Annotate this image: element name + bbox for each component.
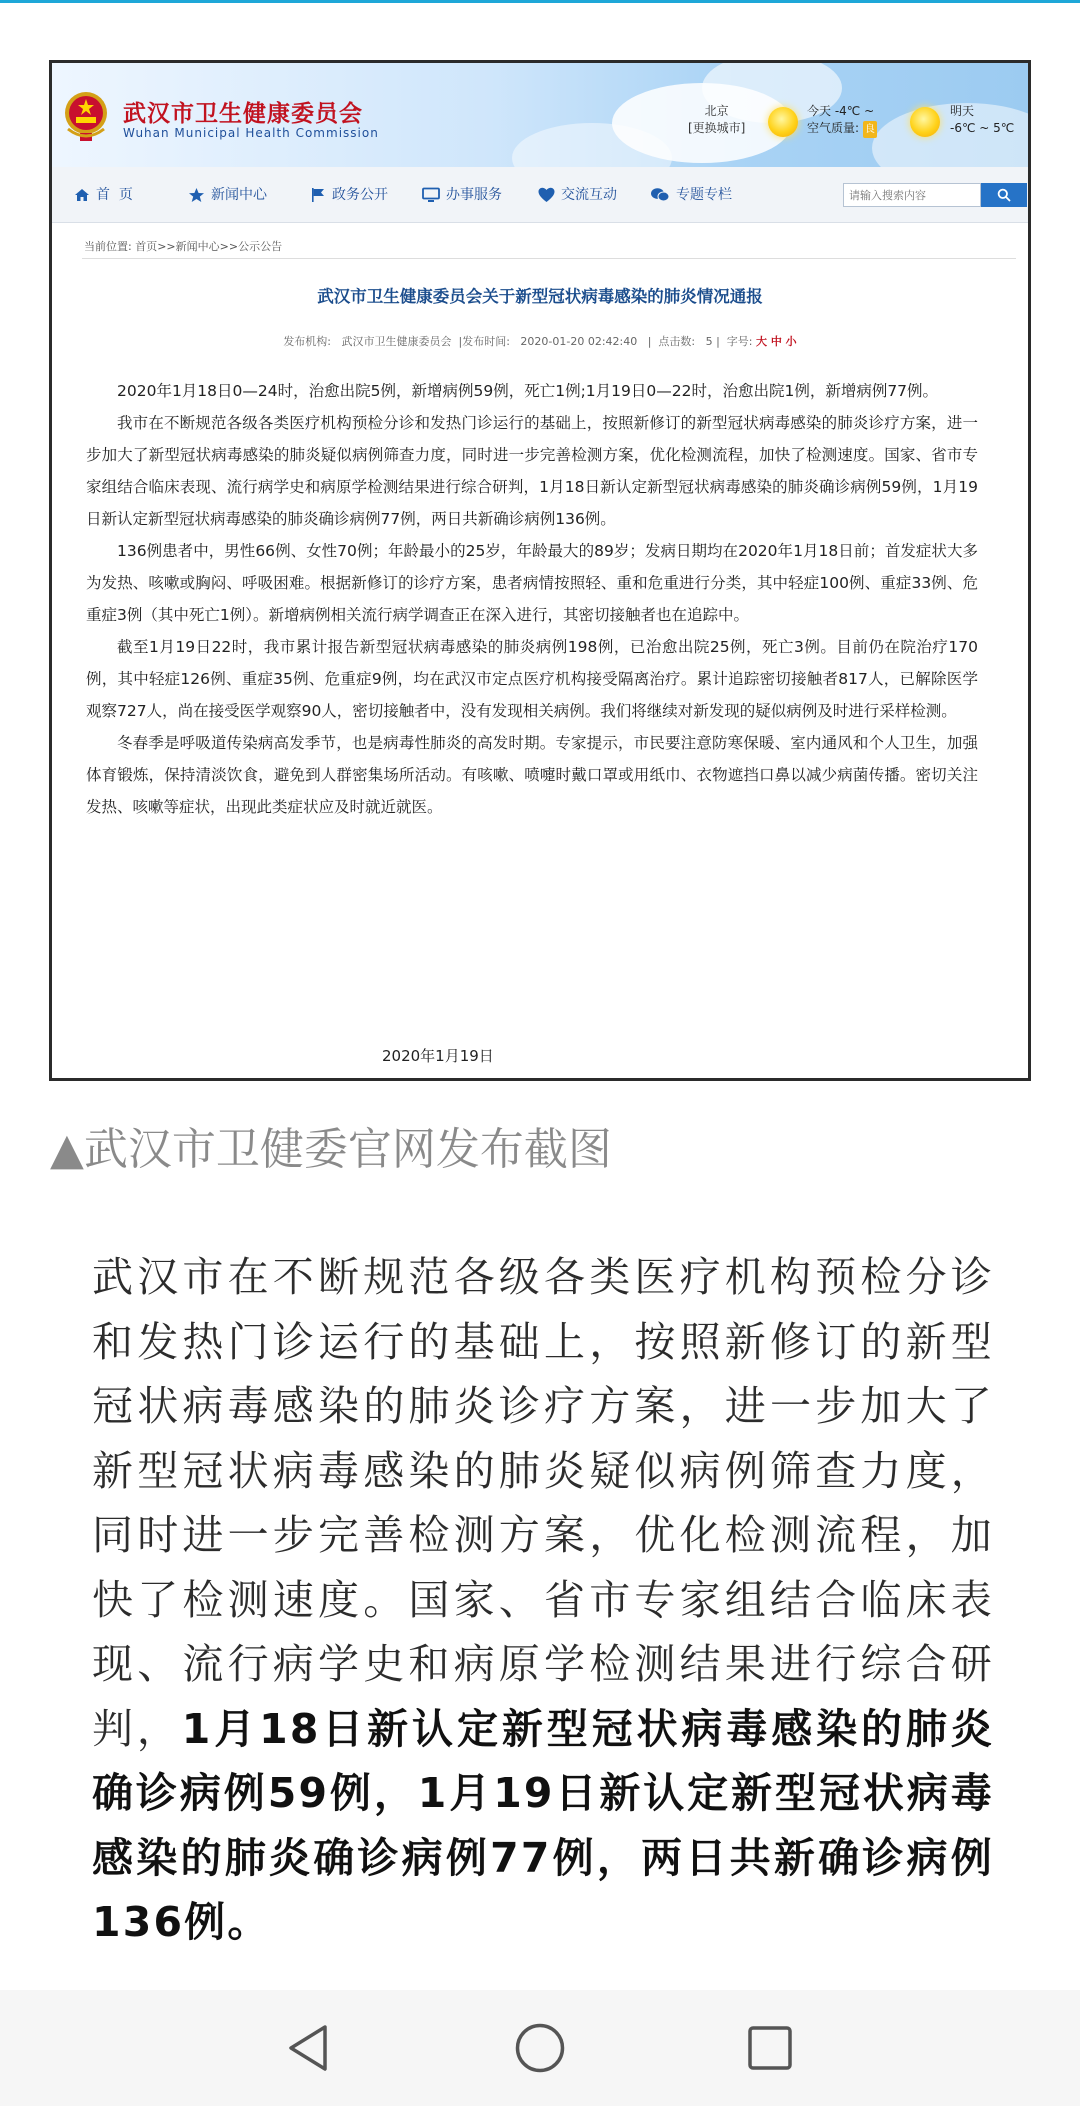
site-name-cn: 武汉市卫生健康委员会 — [123, 101, 363, 127]
site-name-en: Wuhan Municipal Health Commission — [123, 126, 379, 140]
nav-label: 交流互动 — [561, 187, 617, 203]
air-quality-badge: 良 — [863, 121, 877, 138]
nav-item-news[interactable] — [188, 167, 267, 223]
news-paragraph — [92, 1245, 994, 1955]
image-caption: ▲武汉市卫健委官网发布截图 — [50, 1124, 612, 1175]
nav-label: 政务公开 — [332, 187, 388, 203]
site-banner — [52, 63, 1028, 167]
nav-label: 新闻中心 — [211, 187, 267, 203]
home-icon — [74, 187, 90, 203]
article-paragraph: 2020年1月18日0—24时，治愈出院5例，新增病例59例，死亡1例;1月19日0—22时，治愈出院1例，新增病例77例。 — [117, 382, 939, 400]
monitor-icon — [422, 187, 440, 203]
website-screenshot — [49, 60, 1031, 1081]
flag-icon — [310, 187, 326, 203]
font-size-switcher[interactable]: 大 中 小 — [756, 335, 797, 348]
article-paragraph: 我市在不断规范各级各类医疗机构预检分诊和发热门诊运行的基础上，按照新修订的新型冠状病毒感染的肺炎诊疗方案，进一步加大了新型冠状病毒感染的肺炎疑似病例筛查力度，同时进一步完善检测方案，优化检测流程，加快了检测速度。国家、省市专家组结合临床表现、流行病学史和病原学检测结果进行综合研判，1月18日新认定新型冠状病毒感染的肺炎确诊病例59例，1月19日新认定新型冠状病毒感染的肺炎确诊病例77例，两日共新确诊病例136例。 — [86, 414, 978, 528]
today-temp: 今天 -4℃ ~ — [807, 104, 875, 118]
home-button[interactable] — [512, 2020, 568, 2076]
search-button[interactable] — [981, 183, 1027, 207]
recents-square-icon — [746, 2024, 794, 2072]
air-quality — [807, 120, 877, 138]
article-paragraph: 截至1月19日22时，我市累计报告新型冠状病毒感染的肺炎病例198例，已治愈出院25例，死亡3例。目前仍在院治疗170例，其中轻症126例、重症35例、危重症9例，均在武汉市定点医疗机构接受隔离治疗。累计追踪密切接触者817人，已解除医学观察727人，尚在接受医学观察90人，密切接触者中，没有发现相关病例。我们将继续对新发现的疑似病例及时进行采样检测。 — [86, 638, 978, 720]
meta-text: 发布机构: 武汉市卫生健康委员会 |发布时间: 2020-01-20 02:42:40 | 点击数: 5 | 字号: — [283, 335, 753, 348]
chat-icon — [650, 187, 670, 203]
heart-icon — [538, 187, 555, 203]
paragraph-text: 武汉市在不断规范各级各类医疗机构预检分诊和发热门诊运行的基础上，按照新修订的新型冠状病毒感染的肺炎诊疗方案，进一步加大了新型冠状病毒感染的肺炎疑似病例筛查力度，同时进一步完善检测方案，优化检测流程，加快了检测速度。国家、省市专家组结合临床表现、流行病学史和病原学检测结果进行综合研判， — [92, 1253, 994, 1753]
system-nav-bar — [0, 1990, 1080, 2106]
search-icon — [997, 188, 1011, 202]
site-search — [843, 183, 1027, 207]
back-triangle-icon — [285, 2023, 331, 2073]
nav-label: 办事服务 — [446, 187, 502, 203]
paragraph-bold-text: 1月18日新认定新型冠状病毒感染的肺炎确诊病例59例，1月19日新认定新型冠状病毒感染的肺炎确诊病例77例，两日共新确诊病例136例。 — [92, 1704, 994, 1946]
change-city-link[interactable]: [更换城市] — [688, 121, 746, 135]
article-title: 武汉市卫生健康委员会关于新型冠状病毒感染的肺炎情况通报 — [317, 287, 763, 306]
national-emblem-icon — [62, 89, 110, 143]
nav-item-services[interactable] — [422, 167, 502, 223]
nav-item-gov-affairs[interactable] — [310, 167, 388, 223]
weather-today — [807, 103, 877, 138]
nav-item-interaction[interactable] — [538, 167, 617, 223]
article-paragraph: 冬春季是呼吸道传染病高发季节，也是病毒性肺炎的高发时期。专家提示，市民要注意防寒保暖、室内通风和个人卫生，加强体育锻炼，保持清淡饮食，避免到人群密集场所活动。有咳嗽、喷嚏时戴口罩或用纸巾、衣物遮挡口鼻以减少病菌传播。密切关注发热、咳嗽等症状，出现此类症状应及时就近就医。 — [86, 734, 978, 816]
weather-city — [688, 103, 745, 137]
nav-item-topics[interactable] — [650, 167, 732, 223]
tomorrow-range: -6℃ ~ 5℃ — [950, 121, 1015, 135]
breadcrumb: 当前位置: 首页>>新闻中心>>公示公告 — [82, 235, 1016, 259]
article-paragraph: 136例患者中，男性66例、女性70例；年龄最小的25岁，年龄最大的89岁；发病日期均在2020年1月18日前；首发症状大多为发热、咳嗽或胸闷、呼吸困难。根据新修订的诊疗方案，患者病情按照轻、重和危重进行分类，其中轻症100例、重症33例、危重症3例（其中死亡1例）。新增病例相关流行病学调查正在深入进行，其密切接触者也在追踪中。 — [86, 542, 978, 624]
site-nav-bar — [52, 167, 1028, 223]
air-quality-label: 空气质量: — [807, 121, 860, 135]
top-accent-line — [0, 0, 1080, 3]
back-button[interactable] — [278, 2020, 338, 2076]
article-date: 2020年1月19日 — [382, 1047, 494, 1065]
nav-label: 首 页 — [96, 187, 133, 203]
search-input[interactable] — [843, 183, 981, 207]
article-body — [86, 375, 978, 823]
nav-label: 专题专栏 — [676, 187, 732, 203]
home-circle-icon — [514, 2022, 566, 2074]
tomorrow-label: 明天 — [950, 104, 975, 118]
sun-icon — [910, 107, 940, 137]
article-meta — [52, 333, 1028, 349]
recents-button[interactable] — [742, 2020, 798, 2076]
sun-icon — [768, 107, 798, 137]
nav-item-home[interactable] — [74, 167, 133, 223]
city-name: 北京 — [704, 104, 729, 118]
star-icon — [188, 187, 205, 203]
weather-tomorrow — [950, 103, 1014, 137]
